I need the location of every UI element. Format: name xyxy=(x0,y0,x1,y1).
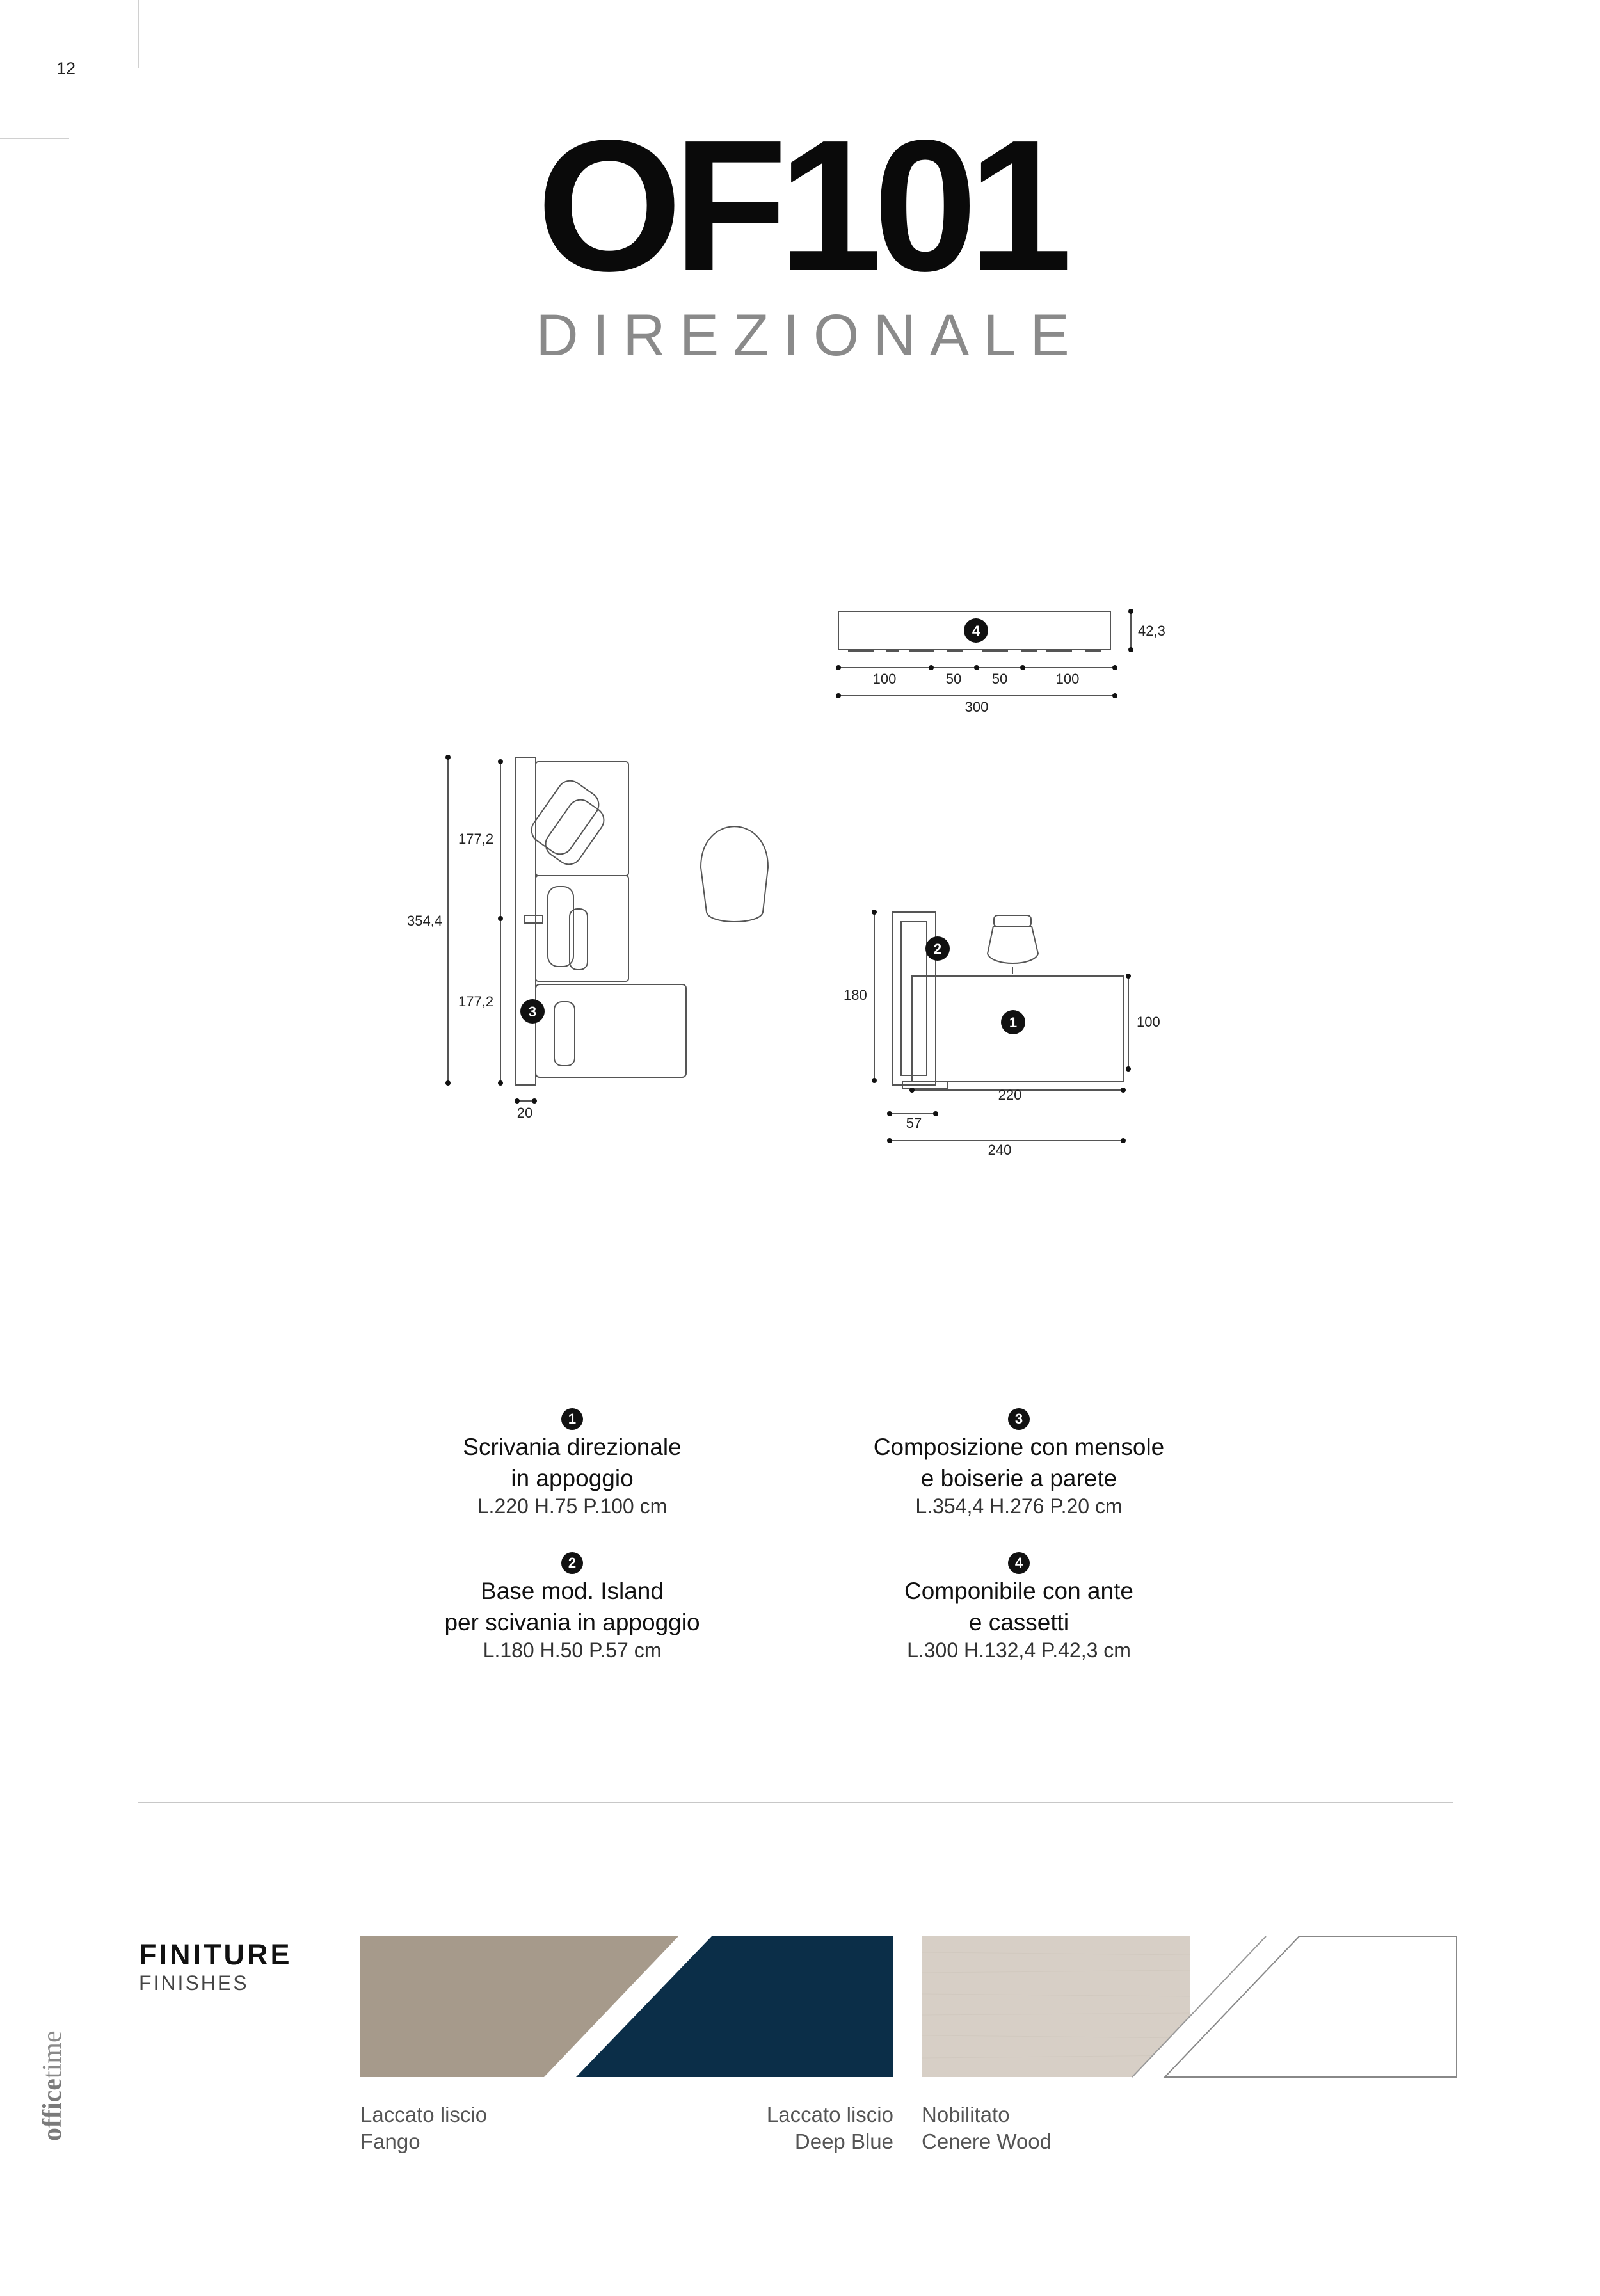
dim-total-width: 240 xyxy=(988,1142,1012,1158)
badge-1: 1 xyxy=(1009,1015,1018,1031)
dim-desk-width: 220 xyxy=(998,1087,1022,1103)
brand-logo xyxy=(37,2030,67,2141)
item-number-badge: 2 xyxy=(561,1552,583,1574)
model-subtitle: DIREZIONALE xyxy=(536,303,1084,368)
badge-3: 3 xyxy=(528,1004,537,1020)
item-dimensions: L.220 H.75 P.100 cm xyxy=(477,1495,668,1518)
item-number-badge: 1 xyxy=(561,1408,583,1430)
finish-swatches xyxy=(358,1933,1459,2087)
item-title: Base mod. Island xyxy=(481,1578,664,1604)
dim-cabinet-seg-3: 50 xyxy=(991,671,1008,687)
item-dimensions: L.300 H.132,4 P.42,3 cm xyxy=(907,1639,1131,1662)
item-dimensions: L.354,4 H.276 P.20 cm xyxy=(915,1495,1123,1518)
item-title: Scrivania direzionale xyxy=(463,1434,682,1460)
badge-4: 4 xyxy=(972,623,980,639)
model-title: OF101 xyxy=(536,101,1064,310)
item-dimensions: L.180 H.50 P.57 cm xyxy=(483,1639,662,1662)
item-number-badge: 3 xyxy=(1008,1408,1030,1430)
item-number-badge: 4 xyxy=(1008,1552,1030,1574)
page-number: 12 xyxy=(56,59,76,78)
desk-plan xyxy=(892,912,1123,1088)
brand-logo-light: time xyxy=(38,2030,67,2079)
item-title: per scivania in appoggio xyxy=(444,1609,700,1635)
item-title: in appoggio xyxy=(511,1465,634,1491)
dim-wall-total: 354,4 xyxy=(407,913,443,929)
item-title: Composizione con mensole xyxy=(873,1434,1165,1460)
swatch-label-cenere-wood xyxy=(922,2101,1052,2155)
dim-desk-depth: 100 xyxy=(1137,1014,1160,1030)
swatch-label-deep-blue xyxy=(701,2101,893,2155)
dim-cabinet-total: 300 xyxy=(964,699,989,715)
wall-unit-plan xyxy=(515,757,768,1085)
swatch-label-line: Fango xyxy=(360,2130,420,2153)
swatch-label-fango xyxy=(360,2101,487,2155)
dim-base-offset: 57 xyxy=(906,1115,922,1131)
swatch-label-line: Laccato liscio xyxy=(360,2103,488,2126)
item-title: Componibile con ante xyxy=(904,1578,1133,1604)
finiture-heading: FINITURE xyxy=(139,1938,292,1971)
swatch-label-line: Deep Blue xyxy=(794,2130,893,2153)
dim-wall-lower: 177,2 xyxy=(458,993,494,1009)
item-4 xyxy=(840,1552,1198,1664)
brand-logo-bold: office xyxy=(38,2078,67,2141)
swatch-label-line: Nobilitato xyxy=(922,2103,1010,2126)
finishes-subheading: FINISHES xyxy=(139,1971,249,1995)
item-title: e boiserie a parete xyxy=(920,1465,1117,1491)
dim-wall-upper: 177,2 xyxy=(458,831,494,847)
section-divider xyxy=(138,1802,1453,1803)
item-3 xyxy=(840,1408,1198,1520)
dim-cabinet-seg-2: 50 xyxy=(945,671,962,687)
dimension-labels xyxy=(407,623,1165,1158)
badge-2: 2 xyxy=(933,941,942,957)
dim-desk-side: 180 xyxy=(844,987,867,1003)
item-1 xyxy=(393,1408,751,1520)
item-title: e cassetti xyxy=(968,1609,1069,1635)
wall-unit-dimension-lines xyxy=(448,757,537,1101)
dim-cabinet-seg-1: 100 xyxy=(872,671,897,687)
dim-wall-depth: 20 xyxy=(516,1105,533,1121)
swatch-label-line: Cenere Wood xyxy=(922,2130,1052,2153)
dim-cabinet-depth: 42,3 xyxy=(1138,623,1165,639)
item-2 xyxy=(393,1552,751,1664)
dim-cabinet-seg-4: 100 xyxy=(1055,671,1080,687)
swatch-label-line: Laccato liscio xyxy=(766,2103,893,2126)
